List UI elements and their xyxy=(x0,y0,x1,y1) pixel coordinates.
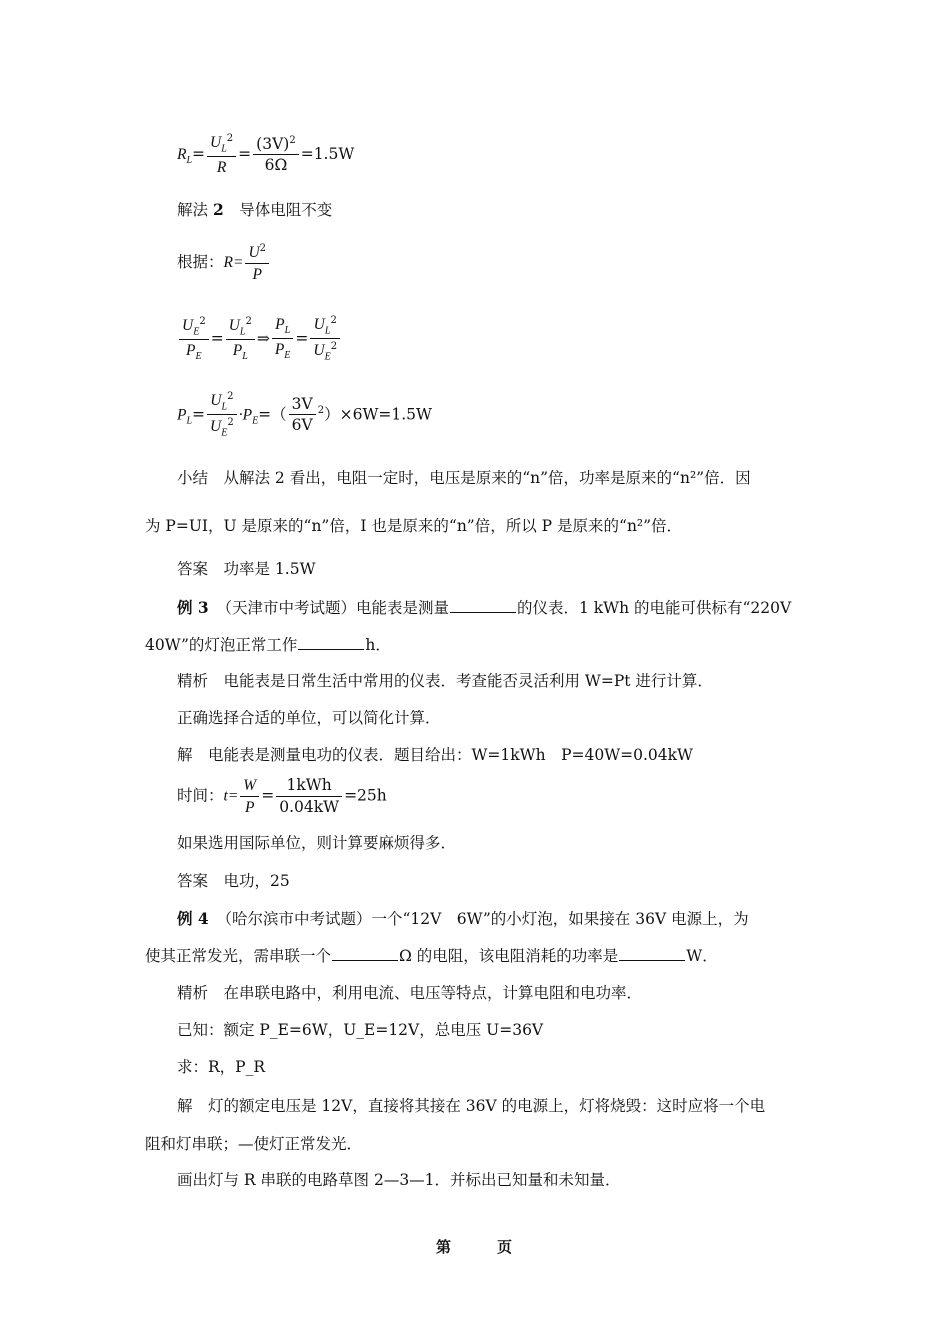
implies-arrow: ⇒ xyxy=(256,329,270,348)
example4-line-1: 例 4 （哈尔滨市中考试题）一个“12V 6W”的小灯泡，如果接在 36V 电源上，为 xyxy=(177,909,749,928)
fraction: $\frac{U_L^2}{P_L}$ xyxy=(226,317,255,362)
example3-note: 如果选用国际单位，则计算要麻烦得多． xyxy=(177,834,457,852)
fraction: $\frac{U_L^2}{U_E^2}$ xyxy=(310,316,340,363)
formula-ratio: $\frac{U_E^2}{P_E}$ = $\frac{U_L^2}{P_L}$ ⇒ $\frac{P_L}{P_E}$ = $\frac{U_L^2}{U_E^2}$ xyxy=(177,316,342,363)
formula-time: 时间：t= $\frac{W}{P}$ = 1kWh 0.04kW =25h xyxy=(177,776,387,816)
example3-solution: 解 电能表是测量电功的仪表．题目给出：W=1kWh P=40W=0.04kW xyxy=(177,746,693,764)
example4-known: 已知：额定 P_E=6W，U_E=12V，总电压 U=36V xyxy=(177,1021,544,1039)
method2-heading: 解法 2 导体电阻不变 xyxy=(177,200,333,219)
answer-blank xyxy=(450,600,516,613)
answer-blank xyxy=(619,948,685,961)
example3-line-1: 例 3 （天津市中考试题）电能表是测量 的仪表．1 kWh 的电能可供标有“220V xyxy=(177,598,792,617)
summary-line-1: 小结 从解法 2 看出，电阻一定时，电压是原来的“n”倍，功率是原来的“n²”倍．因 xyxy=(177,469,751,487)
summary-line-2: 为 P=UI，U 是原来的“n”倍，I 也是原来的“n”倍，所以 P 是原来的“n²”倍． xyxy=(145,517,683,535)
page-footer: 第 页 xyxy=(435,1238,515,1256)
example4-solution-2: 阻和灯串联；—使灯正常发光． xyxy=(145,1135,363,1153)
formula-basis: 根据：R= $\frac{U^2}{P}$ xyxy=(177,244,271,282)
example4-solution-1: 解 灯的额定电压是 12V，直接将其接在 36V 的电源上，灯将烧毁：这时应将一个电 xyxy=(177,1097,766,1115)
fraction: $\frac{U_L^2}{U_E^2}$ xyxy=(207,392,237,439)
answer-1: 答案 功率是 1.5W xyxy=(177,560,316,578)
fraction: $\frac{U_E^2}{P_E}$ xyxy=(179,317,209,362)
fraction: $\frac{U^2}{P}$ xyxy=(245,244,269,282)
example4-find: 求：R，P_R xyxy=(177,1058,266,1076)
answer-blank xyxy=(298,637,364,650)
fraction: $\frac{W}{P}$ xyxy=(240,778,259,815)
fraction: $\frac{P_L}{P_E}$ xyxy=(272,317,294,361)
fraction: $\frac{(3V)^2}{6\Omega}$ xyxy=(253,136,299,174)
fraction: $\frac{3V}{6V}$ xyxy=(289,397,316,434)
formula-rl: $R_L=$ $\frac{U_L^2}{R}$ = $\frac{(3V)^2}{6\Omega}$ =1.5W xyxy=(177,133,355,177)
fraction: 1kWh 0.04kW xyxy=(276,778,342,815)
example4-solution-3: 画出灯与 R 串联的电路草图 2—3—1．并标出已知量和未知量． xyxy=(177,1171,621,1189)
example4-analysis: 精析 在串联电路中，利用电流、电压等特点，计算电阻和电功率． xyxy=(177,984,643,1002)
example3-answer: 答案 电功，25 xyxy=(177,872,290,890)
example4-line-2: 使其正常发光，需串联一个 Ω 的电阻，该电阻消耗的功率是 W． xyxy=(145,947,718,965)
example3-line-2: 40W”的灯泡正常工作 h． xyxy=(145,636,391,654)
example3-analysis-2: 正确选择合适的单位，可以简化计算． xyxy=(177,709,441,727)
fraction: $\frac{U_L^2}{R}$ xyxy=(207,134,236,176)
example3-analysis-1: 精析 电能表是日常生活中常用的仪表．考查能否灵活利用 W=Pt 进行计算． xyxy=(177,672,713,690)
formula-pl: $P_L=$ $\frac{U_L^2}{U_E^2}$ $\cdot P_E=$（ $\frac{3V}{6V}$ $^2$）×6W=1.5W xyxy=(177,391,432,439)
answer-blank xyxy=(332,948,398,961)
